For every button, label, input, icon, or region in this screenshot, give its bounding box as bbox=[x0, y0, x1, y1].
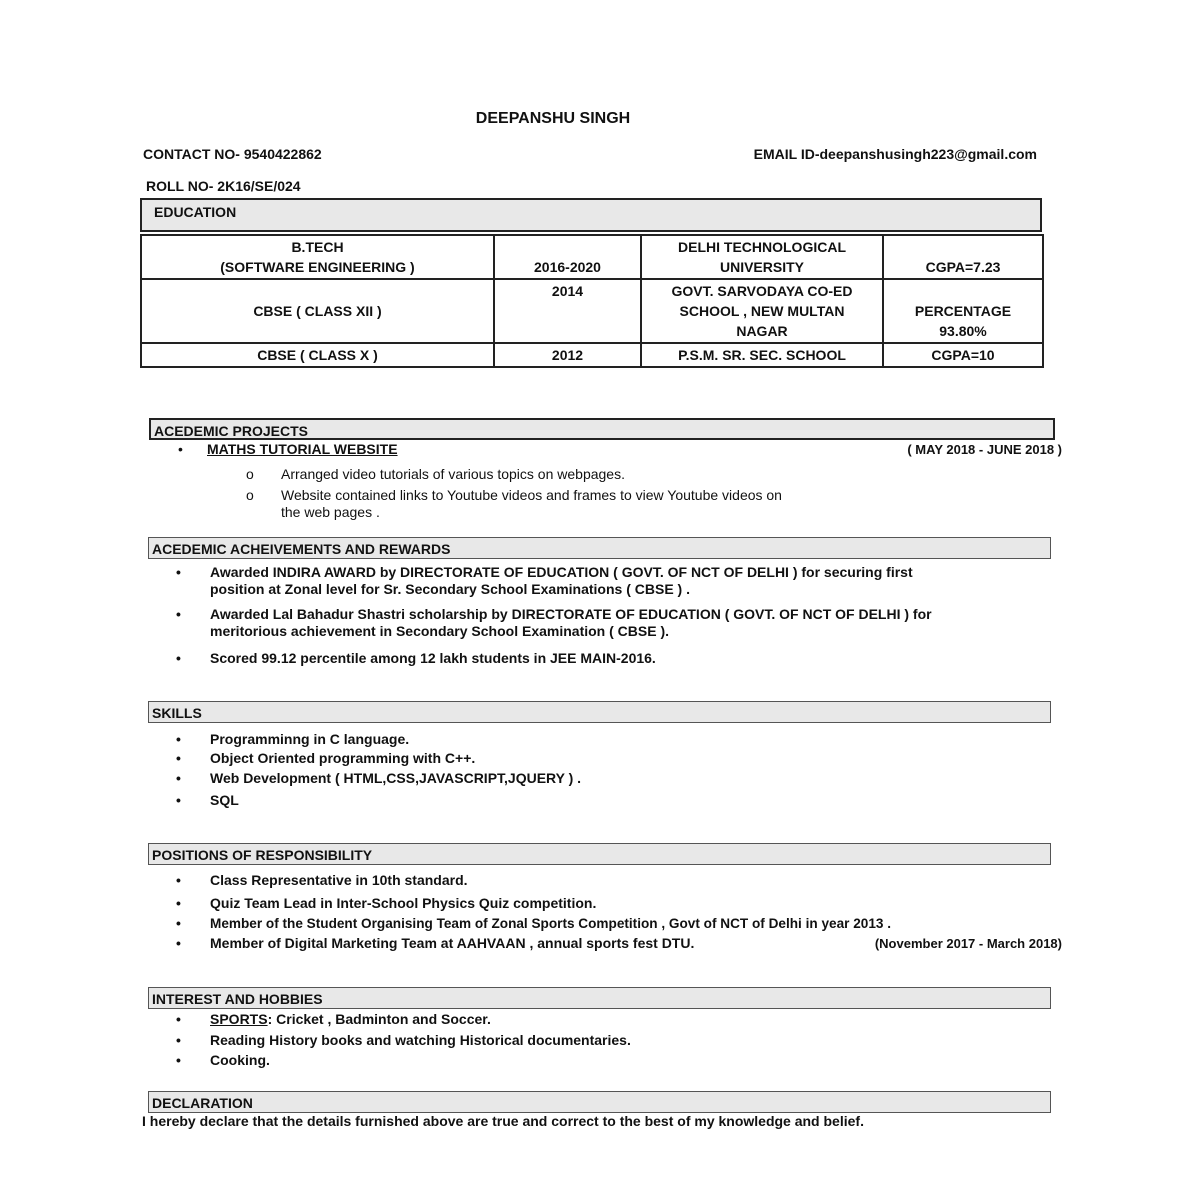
list-item: • SPORTS: Cricket , Badminton and Soccer. bbox=[176, 1011, 491, 1027]
institution-cell: P.S.M. SR. SEC. SCHOOL bbox=[641, 343, 883, 367]
list-item: o Arranged video tutorials of various topics on webpages. bbox=[246, 466, 625, 482]
score-cell: CGPA=10 bbox=[883, 343, 1043, 367]
list-item: • Scored 99.12 percentile among 12 lakh students in JEE MAIN-2016. bbox=[176, 650, 656, 666]
degree-cell: CBSE ( CLASS XII ) bbox=[141, 279, 494, 343]
project-title-row: • MATHS TUTORIAL WEBSITE ( MAY 2018 - JUNE 2018 ) bbox=[178, 441, 1062, 457]
degree-cell: B.TECH (SOFTWARE ENGINEERING ) bbox=[141, 235, 494, 279]
list-item: • Awarded Lal Bahadur Shastri scholarship by DIRECTORATE OF EDUCATION ( GOVT. OF NCT OF DELHI ) for meritorious achievement in Secondary School Examination ( CBSE ). bbox=[176, 606, 932, 639]
education-table bbox=[140, 234, 1044, 368]
list-item: • Member of the Student Organising Team of Zonal Sports Competition , Govt of NCT of Delhi in year 2013 . bbox=[176, 915, 892, 931]
list-item: • Reading History books and watching Historical documentaries. bbox=[176, 1032, 631, 1048]
score-cell: CGPA=7.23 bbox=[883, 235, 1043, 279]
list-item: • Cooking. bbox=[176, 1052, 270, 1068]
project-name: MATHS TUTORIAL WEBSITE bbox=[207, 441, 398, 457]
score-cell: PERCENTAGE 93.80% bbox=[883, 279, 1043, 343]
declaration-heading: DECLARATION bbox=[148, 1091, 1051, 1113]
achievements-heading: ACEDEMIC ACHEIVEMENTS AND REWARDS bbox=[148, 537, 1051, 559]
email-address: EMAIL ID-deepanshusingh223@gmail.com bbox=[753, 146, 1037, 162]
contact-number: CONTACT NO- 9540422862 bbox=[143, 146, 322, 162]
table-row bbox=[141, 235, 1043, 279]
table-row bbox=[141, 343, 1043, 367]
list-item: • Web Development ( HTML,CSS,JAVASCRIPT,JQUERY ) . bbox=[176, 770, 582, 786]
list-item-continued: the web pages . bbox=[281, 504, 380, 520]
candidate-name: DEEPANSHU SINGH bbox=[475, 110, 631, 127]
project-date: ( MAY 2018 - JUNE 2018 ) bbox=[907, 442, 1062, 457]
list-item: • Quiz Team Lead in Inter-School Physics Quiz competition. bbox=[176, 895, 597, 911]
list-item: o Website contained links to Youtube videos and frames to view Youtube videos on bbox=[246, 487, 782, 503]
institution-cell: GOVT. SARVODAYA CO-ED SCHOOL , NEW MULTAN NAGAR bbox=[641, 279, 883, 343]
list-item: • Object Oriented programming with C++. bbox=[176, 750, 476, 766]
list-item: • Member of Digital Marketing Team at AAHVAAN , annual sports fest DTU. (November 2017 - March 2018) bbox=[176, 935, 1062, 951]
sports-label: SPORTS bbox=[210, 1011, 268, 1027]
projects-heading: ACEDEMIC PROJECTS bbox=[149, 418, 1055, 440]
years-cell: 2016-2020 bbox=[494, 235, 641, 279]
table-row bbox=[141, 279, 1043, 343]
list-item: • Programminng in C language. bbox=[176, 731, 410, 747]
list-item: • Awarded INDIRA AWARD by DIRECTORATE OF EDUCATION ( GOVT. OF NCT OF DELHI ) for securing first position at Zonal level for Sr. Secondary School Examinations ( CBSE ) . bbox=[176, 564, 913, 597]
list-item: • Class Representative in 10th standard. bbox=[176, 872, 468, 888]
education-heading: EDUCATION bbox=[140, 198, 1042, 232]
list-item: • SQL bbox=[176, 792, 239, 808]
declaration-text: I hereby declare that the details furnished above are true and correct to the best of my knowledge and belief. bbox=[142, 1113, 864, 1129]
years-cell: 2012 bbox=[494, 343, 641, 367]
degree-cell: CBSE ( CLASS X ) bbox=[141, 343, 494, 367]
position-date: (November 2017 - March 2018) bbox=[874, 936, 1062, 951]
sports-text: : Cricket , Badminton and Soccer. bbox=[267, 1011, 491, 1027]
skills-heading: SKILLS bbox=[148, 701, 1051, 723]
positions-heading: POSITIONS OF RESPONSIBILITY bbox=[148, 843, 1051, 865]
years-cell: 2014 bbox=[494, 279, 641, 343]
roll-number: ROLL NO- 2K16/SE/024 bbox=[146, 178, 301, 194]
hobbies-heading: INTEREST AND HOBBIES bbox=[148, 987, 1051, 1009]
institution-cell: DELHI TECHNOLOGICAL UNIVERSITY bbox=[641, 235, 883, 279]
